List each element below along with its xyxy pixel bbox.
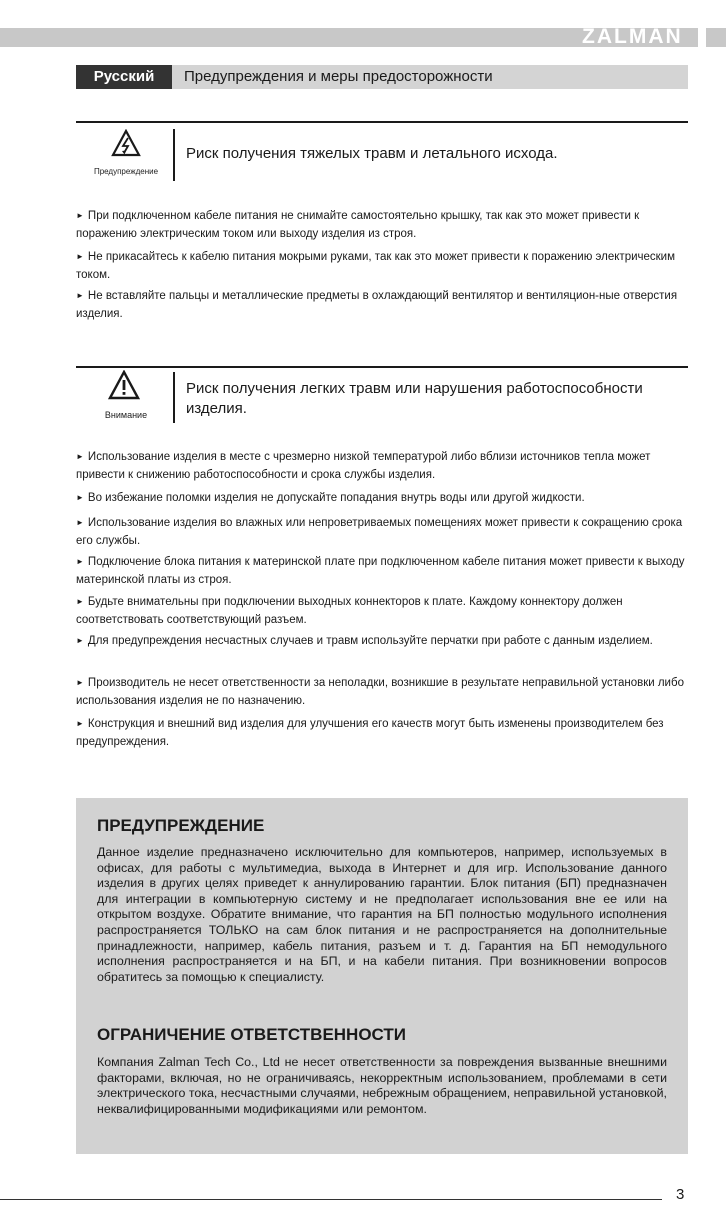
notice-heading-warning: ПРЕДУПРЕЖДЕНИЕ xyxy=(97,816,265,835)
caution-icon-caption: Внимание xyxy=(104,410,148,420)
caution-item: ► Конструкция и внешний вид изделия для улучшения его качеств могут быть изменены производителем без предупреждения. xyxy=(76,718,664,748)
bullet-icon: ► xyxy=(76,557,84,566)
language-tab: Русский xyxy=(76,65,172,89)
warning-item: ► При подключенном кабеле питания не снимайте самостоятельно крышку, так как это может привести к поражению электрическим током или выходу изделия из строя. xyxy=(76,210,640,240)
bullet-icon: ► xyxy=(76,518,84,527)
page-number: 3 xyxy=(676,1186,685,1203)
bullet-icon: ► xyxy=(76,291,84,300)
caution-item: ► Использование изделия в месте с чрезмерно низкой температурой либо вблизи источников тепла может привести к снижению работоспособности и срока службы изделия. xyxy=(76,451,651,481)
caution-item: ► Для предупреждения несчастных случаев и травм используйте перчатки при работе с данным изделием. xyxy=(76,635,653,647)
caution-item: ► Использование изделия во влажных или непроветриваемых помещениях может привести к сокращению срока его службы. xyxy=(76,517,683,547)
brand-logo: ZALMAN xyxy=(582,25,683,48)
caution-item: ► Будьте внимательны при подключении выходных коннекторов к плате. Каждому коннектору должен соответствовать соответствующий разъем. xyxy=(76,596,623,626)
caution-item: ► Во избежание поломки изделия не допускайте попадания внутрь воды или другой жидкости. xyxy=(76,492,585,504)
exclamation-triangle-icon xyxy=(108,370,140,400)
header-bar-gap xyxy=(698,28,706,47)
bullet-icon: ► xyxy=(76,493,84,502)
notice-text-warning: Данное изделие предназначено исключительно для компьютеров, например, используемых в офисах, для работы с мультимедиа, выхода в Интернет и для игр. Использование данного изделия в других целях приведет к аннулированию гарантии. Блок питания (БП) предназначен для интеграции в компьютерную систему и не предполагает использования вне ее или на открытом воздухе. Обратите внимание, что гарантия на БП полностью модульного исполнения распространяется ТОЛЬКО на сам блок питания и не распространяется на дополнительные принадлежности, например, кабель питания, разъем и т. д. Гарантия на БП немодульного исполнения распространяется и на БП, и на кабели питания. При возникновении вопросов обратитесь за помощью к специалисту. xyxy=(97,845,667,984)
bullet-icon: ► xyxy=(76,211,84,220)
bullet-icon: ► xyxy=(76,252,84,261)
caution-divider xyxy=(173,372,175,423)
bullet-icon: ► xyxy=(76,678,84,687)
warning-item: ► Не вставляйте пальцы и металлические предметы в охлаждающий вентилятор и вентиляцион-ные отверстия изделия. xyxy=(76,290,678,320)
caution-item: ► Подключение блока питания к материнской плате при подключенном кабеле питания может привести к выходу материнской платы из строя. xyxy=(76,556,685,586)
footer-rule xyxy=(0,1199,662,1200)
bullet-icon: ► xyxy=(76,597,84,606)
bullet-icon: ► xyxy=(76,636,84,645)
caution-risk-text-line1: Риск получения легких травм или нарушения работоспособности xyxy=(186,380,643,397)
warning-risk-text: Риск получения тяжелых травм и летального исхода. xyxy=(186,145,558,162)
bullet-icon: ► xyxy=(76,452,84,461)
warning-item: ► Не прикасайтесь к кабелю питания мокрыми руками, так как это может привести к поражению электрическим током. xyxy=(76,251,676,281)
caution-top-rule xyxy=(76,366,688,368)
warning-divider xyxy=(173,129,175,181)
warning-icon-caption: Предупреждение xyxy=(93,167,159,176)
warning-top-rule xyxy=(76,121,688,123)
bullet-icon: ► xyxy=(76,719,84,728)
caution-item: ► Производитель не несет ответственности за неполадки, возникшие в результате неправильной установки либо использования изделия не по назначению. xyxy=(76,677,684,707)
notice-text-liability: Компания Zalman Tech Co., Ltd не несет ответственности за повреждения вызванные внешними факторами, включая, но не ограничиваясь, некорректным использованием, проблемами в сети электрического тока, несчастными случаями, небрежным обращением, неправильной установкой, неквалифицированными модификациями или ремонтом. xyxy=(97,1055,667,1116)
section-title: Предупреждения и меры предосторожности xyxy=(184,68,493,85)
notice-heading-liability: ОГРАНИЧЕНИЕ ОТВЕТСТВЕННОСТИ xyxy=(97,1025,407,1044)
electric-hazard-icon xyxy=(111,129,141,157)
caution-risk-text-line2: изделия. xyxy=(186,400,247,417)
